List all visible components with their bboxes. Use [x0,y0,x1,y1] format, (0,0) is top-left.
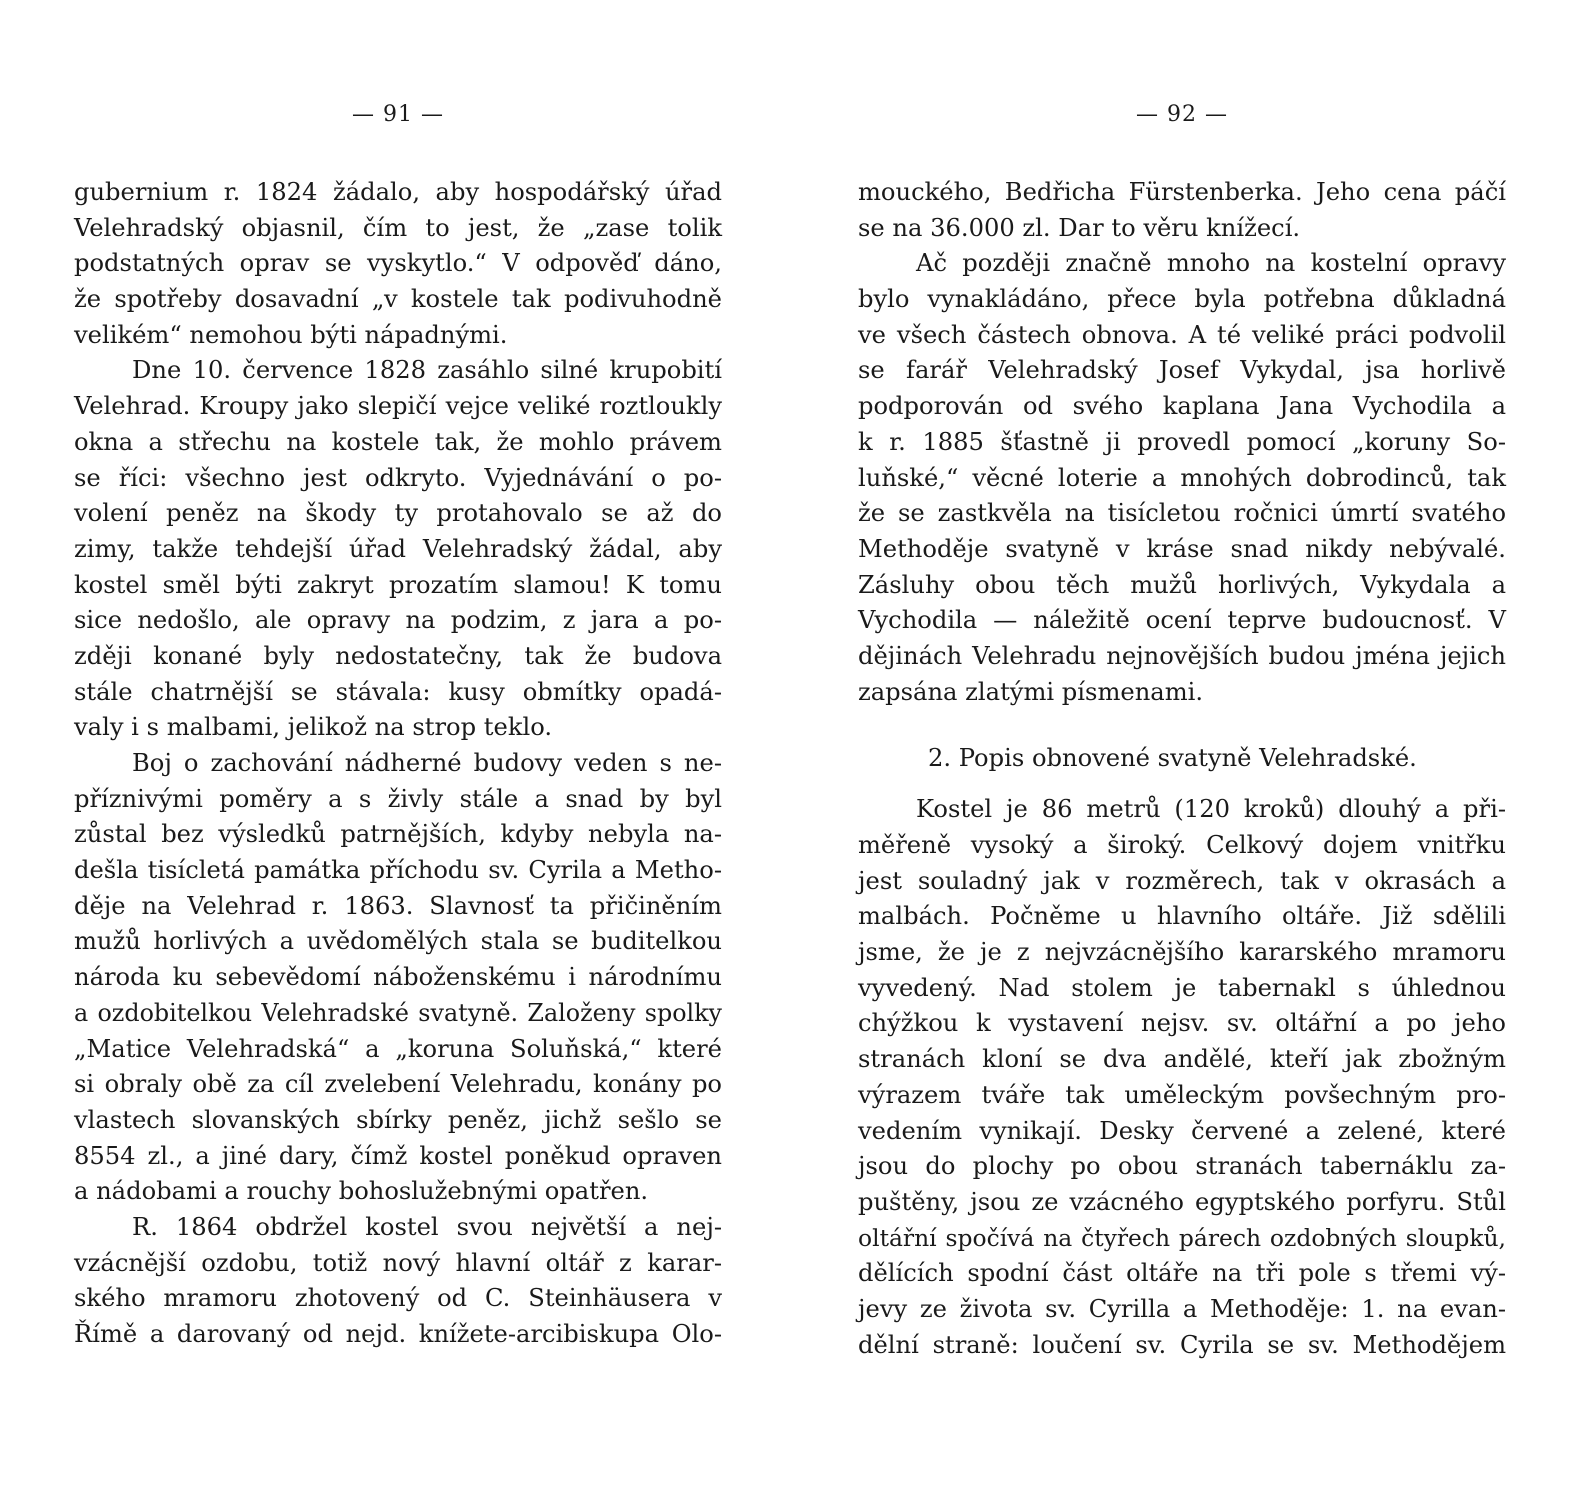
text-line: měřeně vysoký a široký. Celkový dojem vnitřku [858,831,1506,859]
text-line: děje na Velehrad r. 1863. Slavnosť ta přičiněním [74,891,722,920]
text-line: Vychodila — náležitě ocení teprve budoucnosť. V [858,606,1506,635]
text-line: Methoděje svatyně v kráse snad nikdy nebývalé. [858,534,1506,563]
text-line: dělících spodní část oltáře na tři pole s třemi vý- [858,1259,1506,1288]
page-number: — 92 — [1136,102,1228,127]
text-line: že se zastkvěla na tisícletou ročnici úmrtí svatého [858,499,1506,528]
text-line: stále chatrnější se stávala: kusy obmítky opadá- [74,677,722,706]
text-line: Boj o zachování nádherné budovy veden s ne- [132,749,722,777]
text-line: bylo vynakládáno, přece byla potřebna důkladná [858,285,1506,314]
text-line: okna a střechu na kostele tak, že mohlo právem [74,427,722,456]
section-heading: 2. Popis obnovené svatyně Velehradské. [928,744,1417,773]
text-line: Velehradský objasnil, čím to jest, že „zase tolik [74,213,722,242]
text-line: zimy, takže tehdejší úřad Velehradský žádal, aby [74,534,722,563]
text-line: podstatných oprav se vyskytlo.“ V odpověď dáno, [74,249,722,278]
text-line: volení peněz na škody ty protahovalo se až do [74,499,722,528]
text-line: malbách. Počněme u hlavního oltáře. Již sdělili [858,902,1506,931]
text-line: velikém“ nemohou býti nápadnými. [74,320,508,349]
text-line: jsme, že je z nejvzácnějšího kararského mramoru [858,938,1506,967]
text-line: Římě a darovaný od nejd. knížete-arcibiskupa Olo- [74,1320,722,1348]
text-line: Kostel je 86 metrů (120 kroků) dlouhý a při- [916,795,1506,824]
text-line: vyvedený. Nad stolem je tabernakl s úhlednou [858,973,1506,1002]
text-line: gubernium r. 1824 žádalo, aby hospodářský úřad [74,178,722,206]
text-line: výrazem tváře tak uměleckým povšechným pro- [858,1080,1506,1109]
text-line: Velehrad. Kroupy jako slepičí vejce veliké roztloukly [74,392,722,421]
text-line: vzácnější ozdobu, totiž nový hlavní oltář z karar- [74,1248,722,1277]
page-number: — 91 — [352,102,444,127]
text-line: chýžkou k vystavení nejsv. sv. oltářní a po jeho [858,1009,1506,1038]
text-line: a nádobami a rouchy bohoslužebnými opatřen. [74,1177,649,1206]
text-line: ského mramoru zhotovený od C. Steinhäusera v [74,1284,722,1313]
text-line: Dne 10. července 1828 zasáhlo silné krupobití [132,356,722,385]
text-line: národa ku sebevědomí náboženskému i národnímu [74,963,722,992]
text-line: kostel směl býti zakryt prozatím slamou! K tomu [74,570,722,599]
text-line: oltářní spočívá na čtyřech párech ozdobných sloupků, [858,1223,1506,1252]
text-line: luňské,“ věcné loterie a mnohých dobrodinců, tak [858,463,1506,492]
text-line: se na 36.000 zl. Dar to věru knížecí. [858,213,1301,242]
text-line: příznivými poměry a s živly stále a snad by byl [74,784,722,813]
text-line: se říci: všechno jest odkryto. Vyjednávání o po- [74,463,722,492]
text-line: že spotřeby dosavadní „v kostele tak podivuhodně [74,285,722,314]
right-page-text [858,175,1506,1363]
text-line: se farář Velehradský Josef Vykydal, jsa horlivě [858,356,1506,385]
text-line: R. 1864 obdržel kostel svou největší a nej- [132,1212,722,1241]
text-line: k r. 1885 šťastně ji provedl pomocí „koruny So- [858,427,1506,456]
text-line: dělní straně: loučení sv. Cyrila se sv. Methodějem [858,1330,1506,1359]
text-line: 8554 zl., a jiné dary, čímž kostel poněkud opraven [74,1141,722,1170]
text-line: Ač později značně mnoho na kostelní opravy [916,249,1506,278]
text-line: zději konané byly nedostatečny, tak že budova [74,641,722,670]
text-line: dešla tisícletá památka příchodu sv. Cyrila a Metho- [74,856,722,885]
text-line: jest souladný jak v rozměrech, tak v okrasách a [858,866,1506,895]
text-line: „Matice Velehradská“ a „koruna Soluňská,“ které [74,1034,722,1063]
text-line: Zásluhy obou těch mužů horlivých, Vykydala a [858,570,1506,599]
left-page-text [74,175,722,1353]
text-line: puštěny, jsou ze vzácného egyptského porfyru. Stůl [858,1187,1506,1216]
text-line: jevy ze života sv. Cyrilla a Methoděje: 1. na evan- [858,1294,1506,1323]
text-line: dějinách Velehradu nejnovějších budou jména jejich [858,641,1506,670]
text-line: zapsána zlatými písmenami. [858,677,1204,706]
text-line: mužů horlivých a uvědomělých stala se buditelkou [74,927,722,956]
text-line: a ozdobitelkou Velehradské svatyně. Založeny spolky [74,998,722,1027]
text-line: valy i s malbami, jelikož na strop teklo. [74,713,553,742]
text-line: stranách kloní se dva andělé, kteří jak zbožným [858,1045,1506,1074]
text-line: vedením vynikají. Desky červené a zelené, které [858,1116,1506,1145]
text-line: zůstal bez výsledků patrnějších, kdyby nebyla na- [74,820,722,849]
text-line: vlastech slovanských sbírky peněz, jichž sešlo se [74,1105,722,1134]
text-line: jsou do plochy po obou stranách tabernáklu za- [858,1152,1506,1181]
text-line: mouckého, Bedřicha Fürstenberka. Jeho cena páčí [858,178,1506,206]
text-line: si obraly obě za cíl zvelebení Velehradu, konány po [74,1070,722,1099]
text-line: ve všech částech obnova. A té veliké práci podvolil [858,320,1506,349]
text-line: sice nedošlo, ale opravy na podzim, z jara a po- [74,606,722,635]
text-line: podporován od svého kaplana Jana Vychodila a [858,392,1506,421]
